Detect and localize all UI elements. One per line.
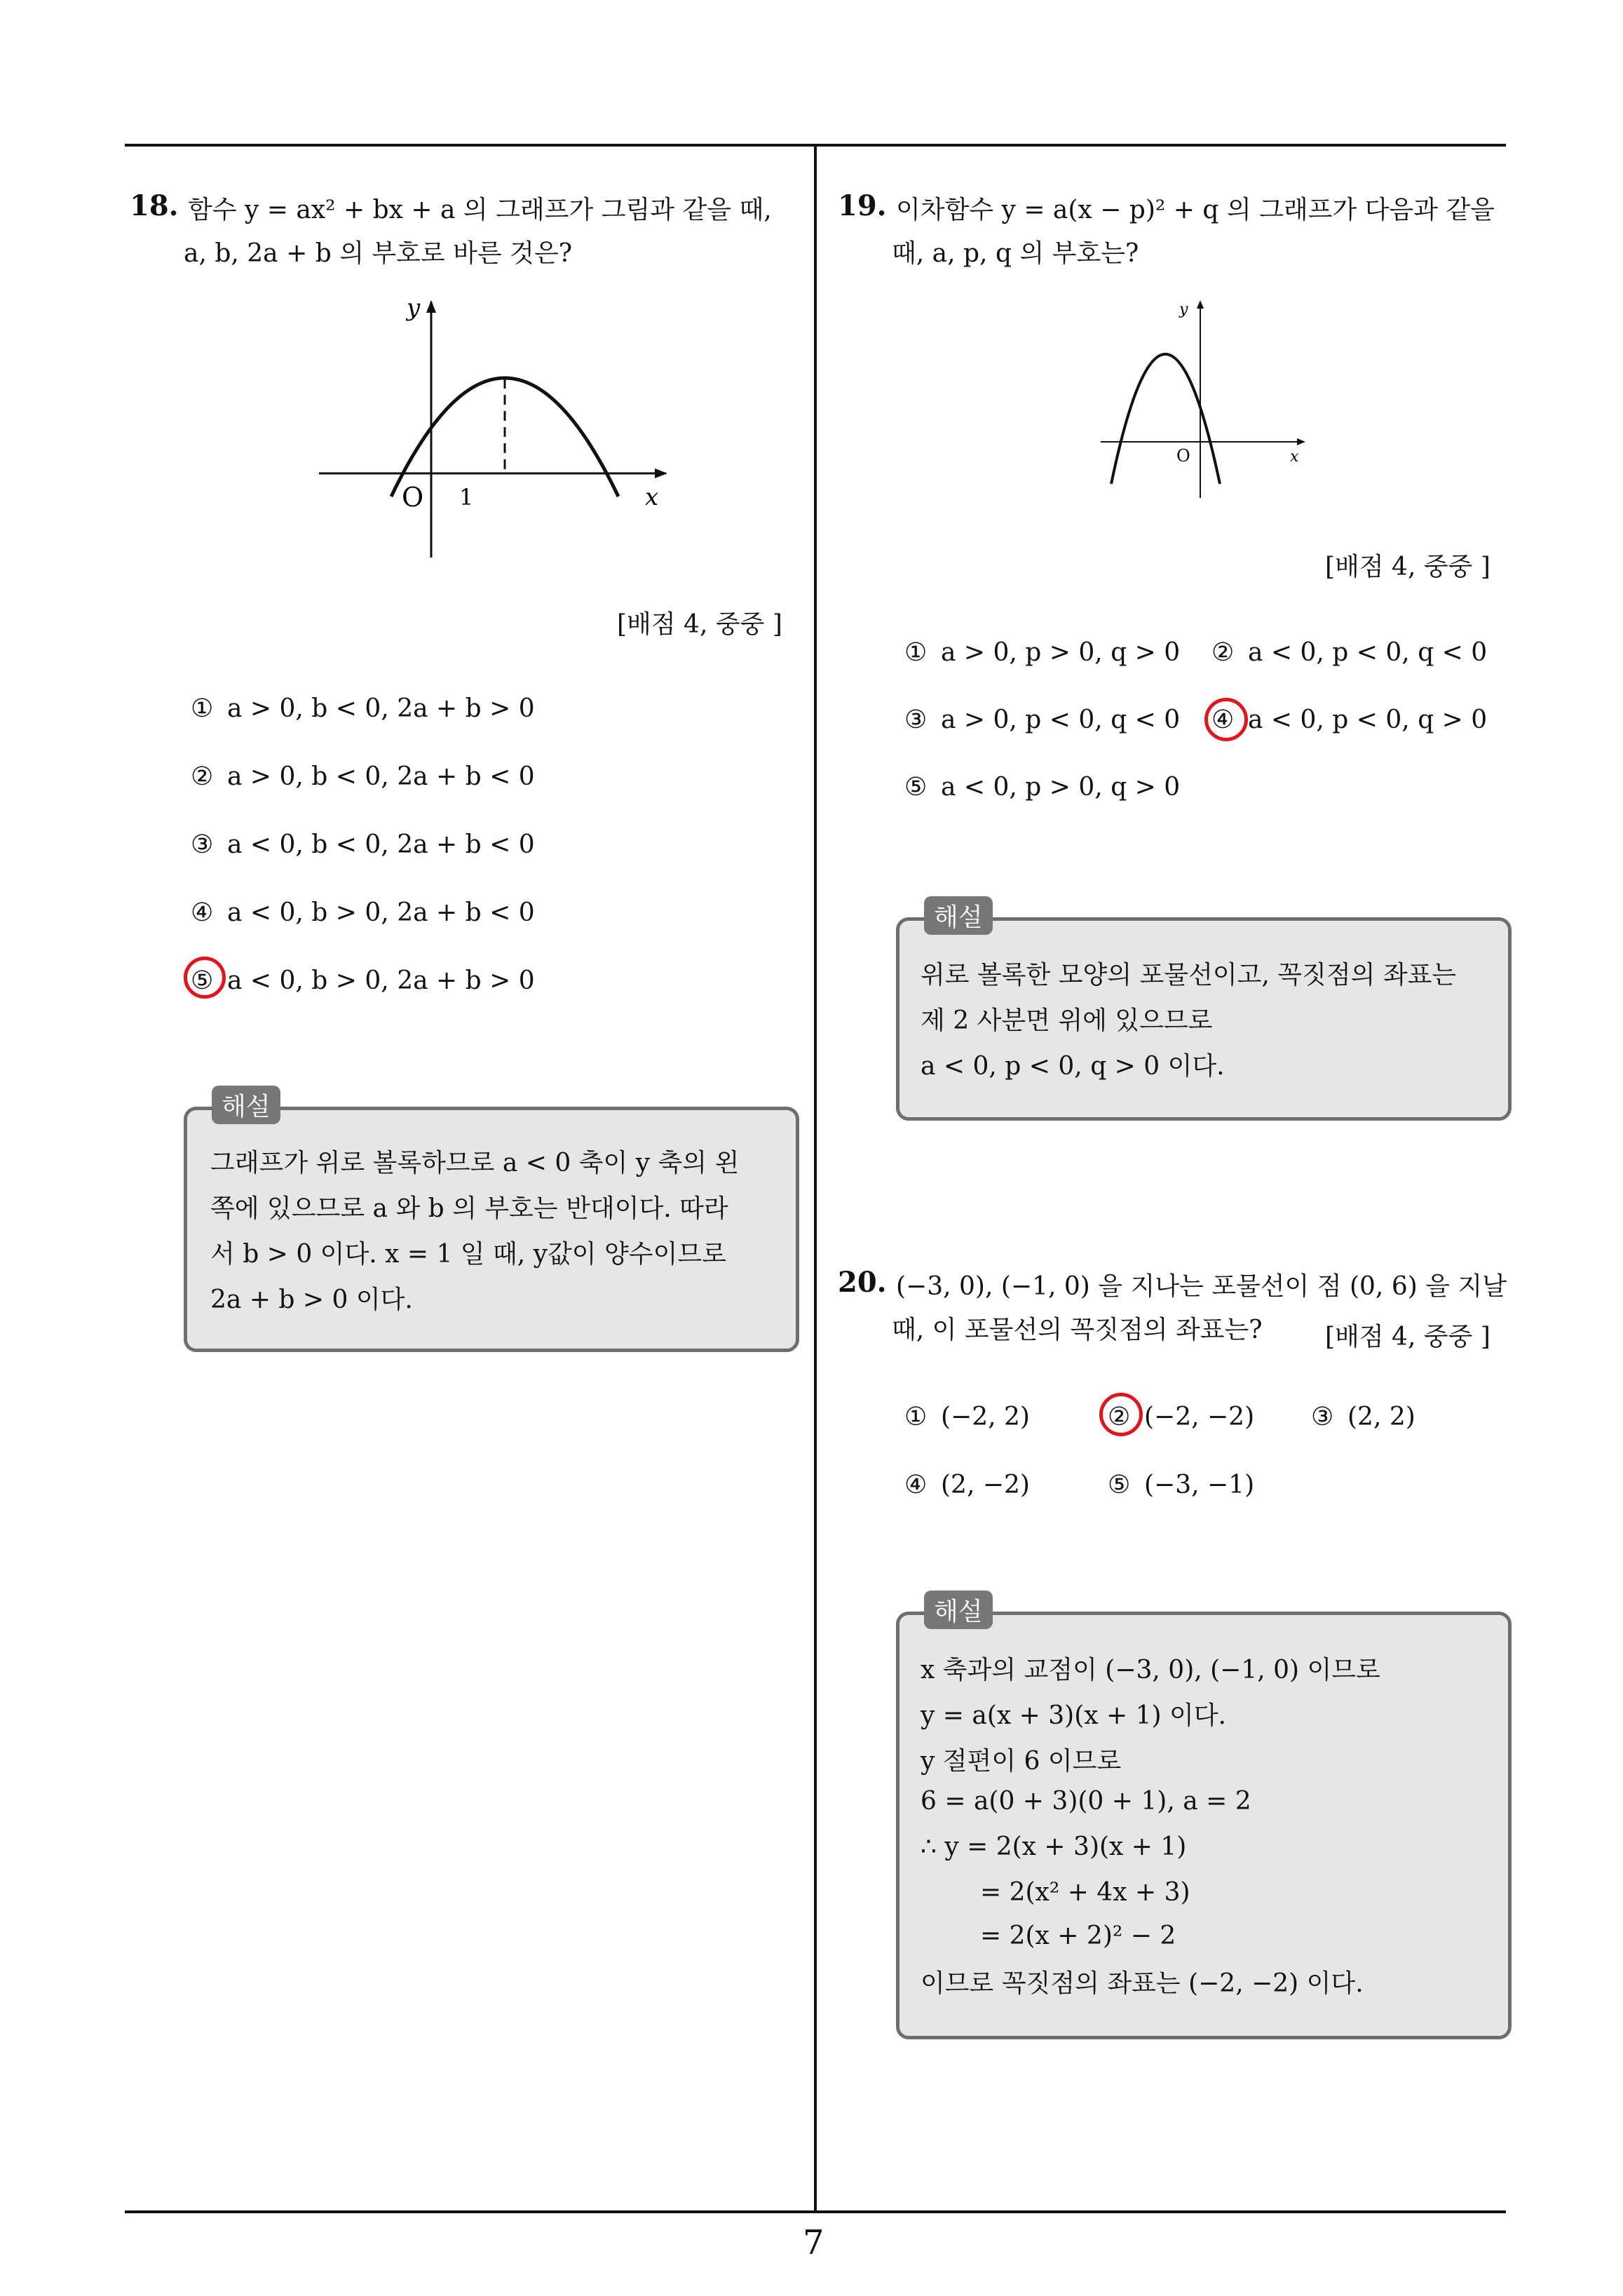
q19-choice-3-mark: ③: [904, 705, 928, 734]
q18-choice-4[interactable]: [191, 898, 535, 927]
q19-choice-1-text: a > 0, p > 0, q > 0: [941, 638, 1181, 667]
q19-choice-4-text: a < 0, p < 0, q > 0: [1248, 705, 1488, 734]
column-divider: [814, 144, 817, 2213]
q20-choice-5-mark: ⑤: [1108, 1471, 1131, 1499]
q20-choice-2-text: (−2, −2): [1144, 1403, 1255, 1431]
q19-x-arrow-icon: [1297, 438, 1305, 445]
q20-solution-line-8: 이므로 꼭짓점의 좌표는 (−2, −2) 이다.: [921, 1969, 1364, 1998]
q18-choice-1[interactable]: [191, 694, 535, 723]
q18-y-label: y: [407, 294, 421, 322]
q18-choice-2-text: a > 0, b < 0, 2a + b < 0: [227, 762, 535, 791]
q19-solution-line-2: 제 2 사분면 위에 있으므로: [921, 1006, 1213, 1035]
bottom-rule: [125, 2210, 1506, 2213]
q18-score: [배점 4, 중중 ]: [617, 610, 782, 639]
q19-origin-label: O: [1176, 446, 1190, 466]
q18-choice-4-text: a < 0, b > 0, 2a + b < 0: [227, 898, 535, 927]
q20-choice-5[interactable]: [1108, 1471, 1254, 1499]
q19-choice-3[interactable]: [904, 705, 1180, 734]
q20-text-line1: (−3, 0), (−1, 0) 을 지나는 포물선이 점 (0, 6) 을 지날: [896, 1272, 1507, 1301]
q18-y-arrow-icon: [426, 300, 436, 313]
q19-choice-2[interactable]: [1211, 638, 1487, 667]
q20-solution-line-3: y 절편이 6 이므로: [921, 1747, 1122, 1776]
q20-choice-3[interactable]: [1311, 1403, 1415, 1431]
q18-choice-5-mark: ⑤: [191, 966, 214, 995]
q18-origin-label: O: [402, 482, 424, 513]
q18-tick-label: 1: [459, 484, 474, 511]
q19-y-arrow-icon: [1197, 300, 1204, 309]
q18-solution-tag: 해설: [212, 1086, 280, 1124]
q20-choice-2-mark: ②: [1108, 1403, 1131, 1431]
q19-solution-tag: 해설: [924, 896, 993, 935]
q20-solution-line-5: ∴ y = 2(x + 3)(x + 1): [921, 1832, 1187, 1861]
q19-x-label: x: [1290, 448, 1299, 466]
q20-choice-5-text: (−3, −1): [1144, 1471, 1255, 1499]
q20-choice-1-mark: ①: [904, 1403, 928, 1431]
q20-choice-4-text: (2, −2): [941, 1471, 1030, 1499]
q20-solution-line-4: 6 = a(0 + 3)(0 + 1), a = 2: [921, 1787, 1251, 1816]
q20-solution-tag: 해설: [924, 1591, 993, 1629]
q18-graph: [301, 288, 680, 568]
q19-choice-3-text: a > 0, p < 0, q < 0: [941, 705, 1181, 734]
q20-choice-3-mark: ③: [1311, 1403, 1334, 1431]
q19-y-label: y: [1179, 301, 1188, 318]
q20-choice-1-text: (−2, 2): [941, 1403, 1030, 1431]
q18-solution-line-4: 2a + b > 0 이다.: [210, 1285, 413, 1314]
q18-choice-2[interactable]: [191, 762, 535, 791]
q19-solution-line-1: 위로 볼록한 모양의 포물선이고, 꼭짓점의 좌표는: [921, 961, 1457, 990]
q20-choice-3-text: (2, 2): [1347, 1403, 1415, 1431]
q19-graph: [1094, 295, 1325, 505]
q18-solution-line-1: 그래프가 위로 볼록하므로 a < 0 축이 y 축의 왼: [210, 1149, 740, 1177]
q19-text-line1: 이차함수 y = a(x − p)² + q 의 그래프가 다음과 같을: [896, 196, 1495, 224]
q19-solution-line-3: a < 0, p < 0, q > 0 이다.: [921, 1052, 1225, 1081]
q18-x-arrow-icon: [655, 468, 667, 478]
q18-choice-3-mark: ③: [191, 830, 214, 859]
q19-parabola: [1111, 354, 1220, 484]
q20-choice-4-mark: ④: [904, 1471, 928, 1499]
q18-choice-3[interactable]: [191, 830, 535, 859]
q20-text-line2: 때, 이 포물선의 꼭짓점의 좌표는?: [892, 1316, 1263, 1344]
q20-solution-line-1: x 축과의 교점이 (−3, 0), (−1, 0) 이므로: [921, 1656, 1380, 1684]
q19-choice-2-mark: ②: [1211, 638, 1235, 667]
q20-number: 20.: [838, 1266, 887, 1299]
q18-number: 18.: [130, 189, 179, 222]
q18-choice-3-text: a < 0, b < 0, 2a + b < 0: [227, 830, 535, 859]
q18-choice-5-text: a < 0, b > 0, 2a + b > 0: [227, 966, 535, 995]
q18-solution-line-2: 쪽에 있으므로 a 와 b 의 부호는 반대이다. 따라: [210, 1194, 728, 1223]
q18-choice-5[interactable]: [191, 966, 535, 995]
q19-choice-2-text: a < 0, p < 0, q < 0: [1248, 638, 1488, 667]
q18-text-line2: a, b, 2a + b 의 부호로 바른 것은?: [184, 239, 573, 268]
q19-choice-1-mark: ①: [904, 638, 928, 667]
q18-choice-1-mark: ①: [191, 694, 214, 723]
q19-score: [배점 4, 중중 ]: [1325, 553, 1490, 581]
q19-choice-5[interactable]: [904, 773, 1180, 802]
q19-number: 19.: [838, 189, 887, 222]
q20-score: [배점 4, 중중 ]: [1325, 1323, 1490, 1351]
q19-text-line2: 때, a, p, q 의 부호는?: [892, 239, 1139, 268]
page-number: 7: [803, 2223, 824, 2262]
q20-choice-4[interactable]: [904, 1471, 1030, 1499]
q20-solution-line-2: y = a(x + 3)(x + 1) 이다.: [921, 1701, 1226, 1730]
q18-choice-1-text: a > 0, b < 0, 2a + b > 0: [227, 694, 535, 723]
q19-choice-1[interactable]: [904, 638, 1180, 667]
q18-answer-circle-mark: [184, 957, 226, 999]
q18-solution-line-3: 서 b > 0 이다. x = 1 일 때, y값이 양수이므로: [210, 1240, 726, 1269]
q20-solution-line-7: = 2(x + 2)² − 2: [980, 1922, 1176, 1950]
q19-choice-5-text: a < 0, p > 0, q > 0: [941, 773, 1181, 802]
q20-answer-circle-mark: [1099, 1393, 1143, 1436]
q19-answer-circle-mark: [1204, 698, 1248, 741]
q18-choice-4-mark: ④: [191, 898, 214, 927]
q18-x-label: x: [645, 483, 659, 511]
q19-choice-4-mark: ④: [1211, 705, 1235, 734]
q19-choice-5-mark: ⑤: [904, 773, 928, 802]
q18-text-line1: 함수 y = ax² + bx + a 의 그래프가 그림과 같을 때,: [188, 196, 772, 224]
q19-choice-4[interactable]: [1211, 705, 1487, 734]
q18-choice-2-mark: ②: [191, 762, 214, 791]
q20-choice-1[interactable]: [904, 1403, 1030, 1431]
q20-solution-line-6: = 2(x² + 4x + 3): [980, 1878, 1190, 1907]
